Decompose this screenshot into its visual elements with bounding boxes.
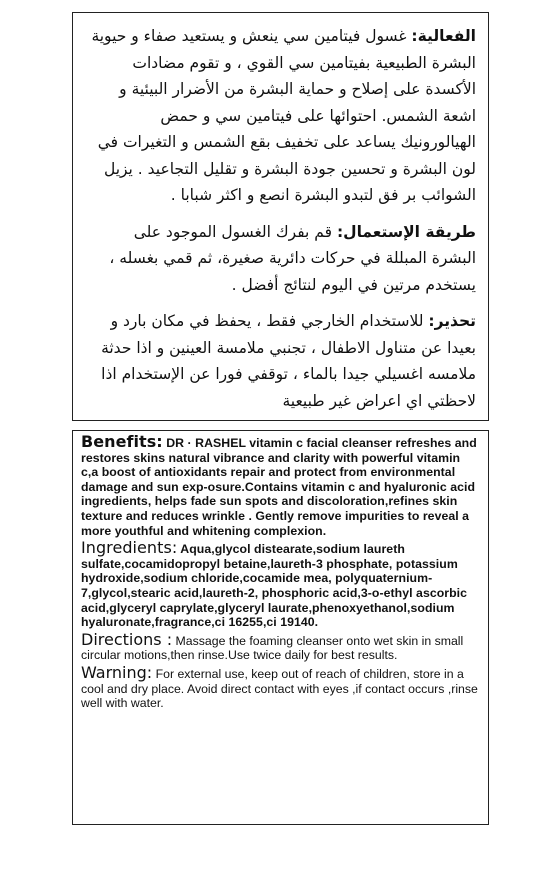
english-label-panel — [72, 430, 489, 825]
arabic-label-panel — [72, 12, 489, 421]
english-warning-label: Warning: — [81, 662, 153, 682]
arabic-warning-section — [85, 308, 476, 414]
arabic-warning-label: تحذير: — [428, 312, 476, 330]
english-benefits-section — [81, 432, 480, 538]
english-directions-text: Massage the foaming cleanser onto wet skin in small circular motions,then rinse.Use twice daily for best results. — [81, 633, 464, 663]
arabic-benefits-label: الفعالية: — [411, 27, 476, 45]
arabic-directions-text: قم بفرك الغسول الموجود على البشرة المبللة في حركات دائرية صغيرة، ثم قمي بغسله ، يستخدم مرتين في اليوم لنتائج أفضل . — [109, 222, 476, 294]
arabic-benefits-text: غسول فيتامين سي ينعش و يستعيد صفاء و حيوية البشرة الطبيعية بفيتامين سي القوي ، و تقوم مضادات الأكسدة على إصلاح و حماية البشرة من الأضرار البيئية و اشعة الشمس. احتوائها على فيتامين سي و حمض الهيالورونيك يساعد على تخفيف بقع الشمس و التغيرات في لون البشرة و تحسين جودة البشرة و تقليل التجاعيد . يزيل الشوائب بر فق لتبدو البشرة انصع و اكثر شبابا . — [91, 27, 476, 204]
english-ingredients-label: Ingredients: — [81, 538, 178, 558]
english-benefits-label: Benefits: — [81, 432, 163, 451]
arabic-warning-text: للاستخدام الخارجي فقط ، يحفظ في مكان بارد و بعيدا عن متناول الاطفال ، تجنبي ملامسة العينين و اذا حدثة ملامسه اغسيلي جيدا بالماء ، توقفي فورا عن الإستخدام اذا لاحظتي اي اعراض غير طبيعية — [101, 312, 476, 410]
english-warning-section — [81, 662, 480, 711]
english-ingredients-text: Aqua,glycol distearate,sodium laureth sulfate,cocamidopropyl betaine,laureth-3 phosphate, potassium hydroxide,sodium chloride,cocamide mea, polyquaternium-7,glycol,stearic acid,laureth-2, phosphoric acid,3-o-ethyl ascorbic acid,glyceryl caprylate,glyceryl laurate,phenoxyethanol,sodium hyaluronate,fragrance,ci 16255,ci 19140. — [81, 542, 468, 630]
english-directions-label: Directions : — [81, 629, 173, 649]
arabic-directions-section — [85, 219, 476, 299]
english-ingredients-section — [81, 538, 480, 630]
english-benefits-text: DR · RASHEL vitamin c facial cleanser refreshes and restores skins natural vibrance and clarity with powerful vitamin c,a boost of antioxidants repair and protect from environmental damage and sun exp-osure.Contains vitamin c and hyaluronic acid ingredients, helps fade sun spots and discoloration,refines skin texture and reduces wrinkle . Gently remove impurities to reveal a more youthful and whitening complexion. — [81, 436, 477, 538]
arabic-directions-label: طريقة الإستعمال: — [336, 222, 476, 241]
english-directions-section — [81, 629, 480, 663]
arabic-benefits-section — [85, 23, 476, 209]
english-warning-text: For external use, keep out of reach of children, store in a cool and dry place. Avoid direct contact with eyes ,if contact occurs ,rinse well with water. — [81, 666, 478, 711]
